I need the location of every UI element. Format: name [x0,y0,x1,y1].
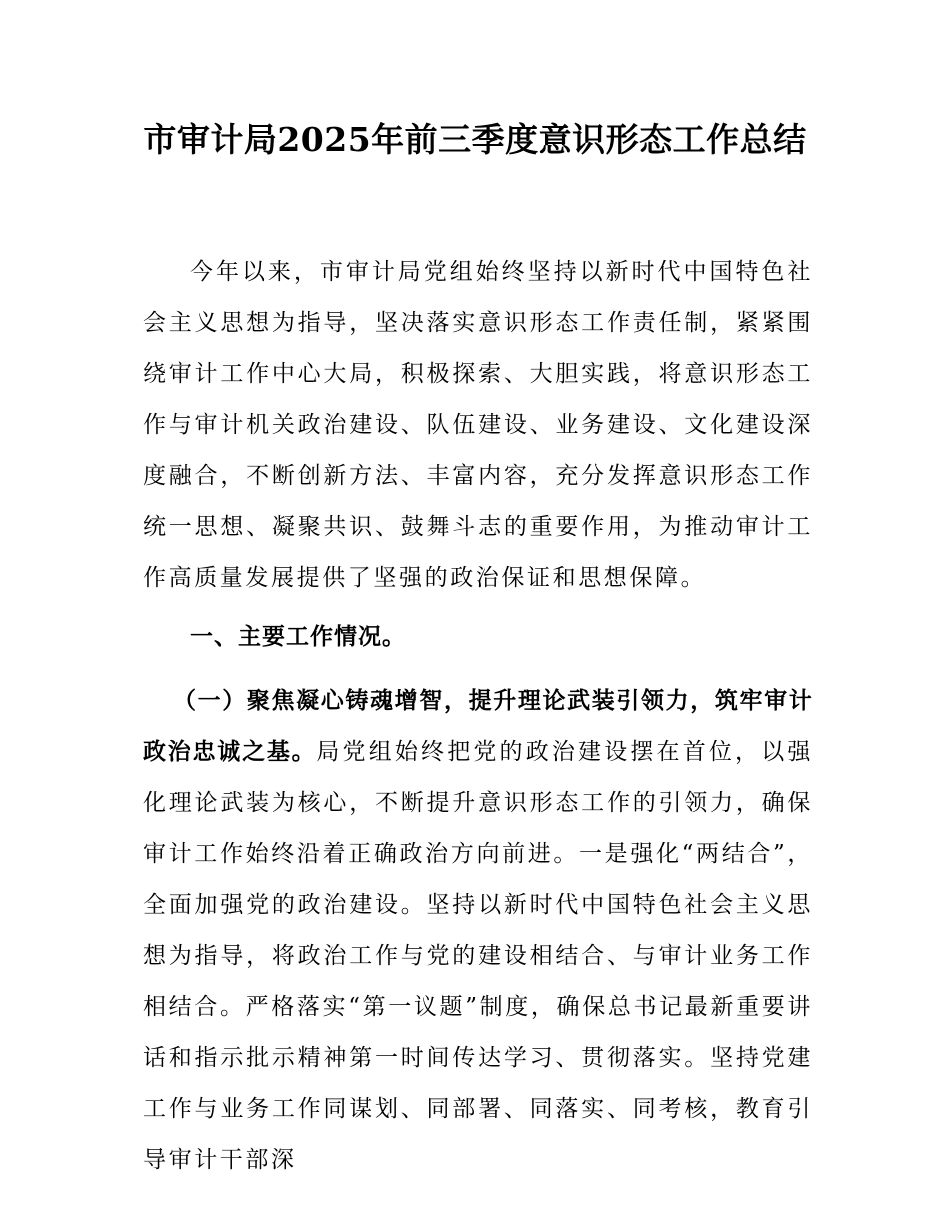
intro-paragraph: 今年以来，市审计局党组始终坚持以新时代中国特色社会主义思想为指导，坚决落实意识形态工作责任制，紧紧围绕审计工作中心大局，积极探索、大胆实践，将意识形态工作与审计机关政治建设、队伍建设、业务建设、文化建设深度融合，不断创新方法、丰富内容，充分发挥意识形态工作统一思想、凝聚共识、鼓舞斗志的重要作用，为推动审计工作高质量发展提供了坚强的政治保证和思想保障。 [143,259,813,591]
subsection-body: 局党组始终把党的政治建设摆在首位，以强化理论武装为核心，不断提升意识形态工作的引领力，确保审计工作始终沿着正确政治方向前进。一是强化“两结合”，全面加强党的政治建设。坚持以新时代中国特色社会主义思想为指导，将政治工作与党的建设相结合、与审计业务工作相结合。严格落实“第一议题”制度，确保总书记最新重要讲话和指示批示精神第一时间传达学习、贯彻落实。坚持党建工作与业务工作同谋划、同部署、同落实、同考核，教育引导审计干部深 [143,739,813,1173]
section-heading: 一、主要工作情况。 [190,624,406,650]
subsection-paragraph [143,676,813,1186]
document-title: 市审计局2025年前三季度意识形态工作总结 [143,120,807,159]
subsection-lead: （一）聚焦凝心铸魂增智，提升理论武装引领力，筑牢审计政治忠诚之基。 [143,688,813,765]
